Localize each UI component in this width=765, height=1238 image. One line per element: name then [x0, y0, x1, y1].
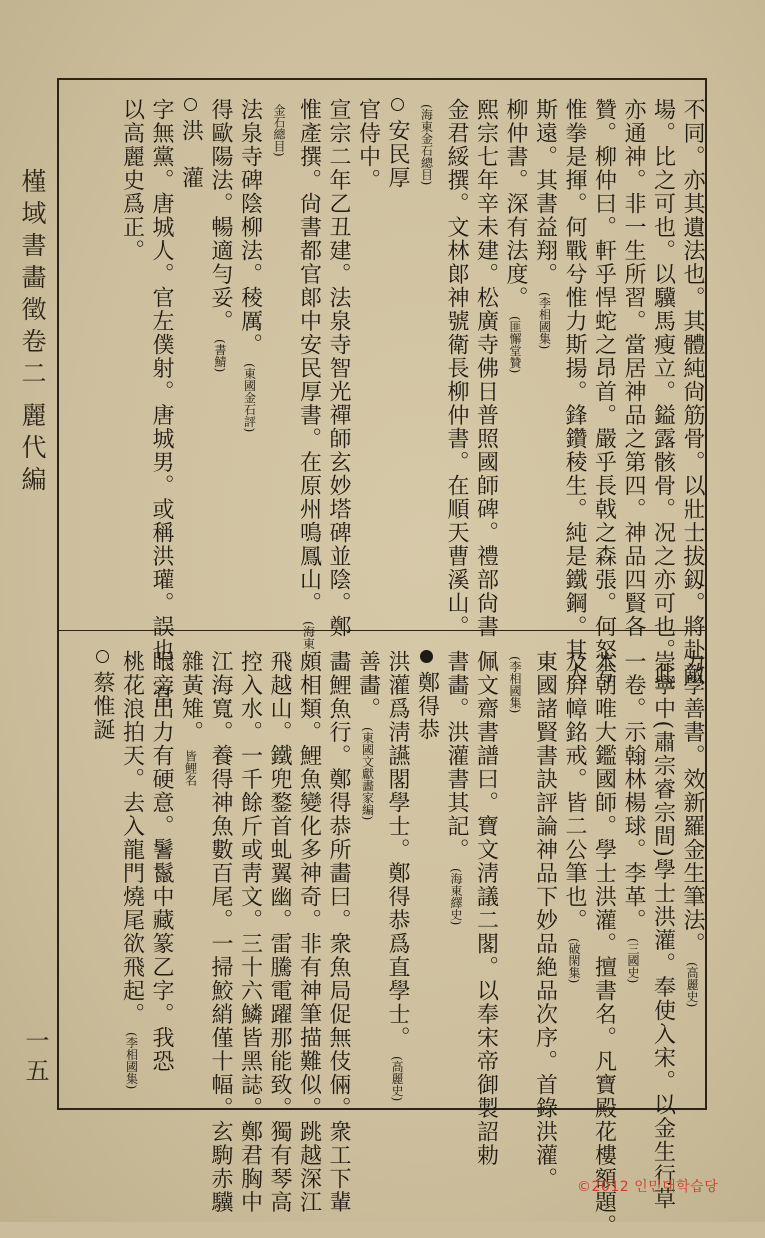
text-column: [121, 98, 143, 263]
entry-marker-icon: [184, 98, 197, 111]
column-text: 斯遠。其書益翔。: [532, 98, 558, 286]
source-citation: (高麗史): [685, 961, 699, 1007]
source-citation: (高麗史): [390, 1055, 404, 1101]
column-text: 一卷。示翰林楊球。李革。: [621, 650, 646, 932]
text-column: [268, 98, 290, 157]
text-column: [563, 650, 585, 983]
column-text: 場。比之可也。以驥馬瘦立。鎰露骸骨。况之亦可也。此: [650, 98, 676, 686]
text-column: [180, 98, 202, 190]
source-citation: (匪懈堂贊): [508, 315, 522, 373]
column-text: 雜黃雉。: [178, 650, 204, 744]
text-column: [150, 98, 172, 709]
source-citation: (李相國集): [124, 1032, 139, 1090]
text-column: [445, 650, 467, 925]
text-column: [239, 650, 261, 1214]
column-text: 飛越山。鐵兜鍪首虬翼幽。雷騰電躍那能致。獨有琴高: [267, 650, 292, 1214]
text-column: [593, 98, 615, 686]
column-text: 力學善書。效新羅金生筆法。: [680, 650, 705, 956]
text-column: [445, 98, 467, 639]
text-column: [239, 98, 261, 432]
source-citation: (海東金石總目): [419, 104, 434, 186]
column-text: 控入水。一千餘斤或靑文。三十六鱗皆黑誌。鄭君胸中: [237, 650, 263, 1214]
source-citation: 皆鯉名: [183, 750, 198, 786]
source-citation: (李相國集): [537, 292, 552, 350]
source-citation: (東國文獻畵家編): [360, 726, 375, 820]
text-column: [593, 650, 615, 1238]
text-column: [416, 650, 438, 742]
entry-name: 安民厚: [385, 119, 410, 190]
column-text: 得歐陽法。暢適勻妥。: [208, 98, 233, 333]
text-column: [386, 98, 408, 190]
column-text: 東國諸賢書訣評論神品下妙品絶品次序。首錄洪灌。: [532, 650, 558, 1191]
text-column: [298, 98, 320, 650]
entry-name: 蔡惟誕: [90, 671, 115, 742]
source-citation: (東國金石評): [242, 362, 257, 432]
text-column: [209, 650, 231, 1214]
source-citation: (海東繹史): [449, 867, 463, 925]
column-text: 柳仲書。深有法度。: [503, 98, 528, 310]
column-text: 畵鯉魚行。鄭得恭所畵曰。衆魚局促無伎倆。衆工下輩: [326, 650, 351, 1214]
text-column: [327, 98, 349, 639]
source-citation: (書鯖): [213, 339, 227, 373]
section-name: 麗代編: [18, 402, 47, 498]
column-text: 及屛幛銘戒。皆二公筆也。: [562, 650, 587, 932]
column-text: 不同。亦其遺法也。其體純尙筋骨。以壯士拔釼。將赴敵: [680, 98, 705, 686]
source-citation: (海東: [301, 621, 316, 650]
column-text: 惟拳是揮。何戰兮惟力斯揚。鋒鑽稜生。純是鐵鋼。其人: [562, 98, 587, 686]
column-text: 佩文齋書譜曰。寶文淸議二閣。以奉宋帝御製詔勅: [473, 650, 499, 1167]
column-text: 書畵。洪灌書其記。: [444, 650, 469, 862]
column-text: 官侍中。: [355, 98, 381, 192]
text-column: [209, 98, 231, 372]
text-column: [298, 650, 320, 1214]
text-column: [622, 98, 644, 639]
page-number: 一五: [21, 1028, 49, 1088]
column-text: 金君綏撰。文林郞神號衛長柳仲書。在順天曹溪山。: [444, 98, 469, 639]
text-column: [534, 98, 556, 349]
text-column: [121, 650, 143, 1089]
entry-name: 洪 灌: [178, 119, 204, 190]
column-text: 亦通神。非一生所習。當居神品之第四。神品四賢各: [621, 98, 646, 639]
text-column: [386, 650, 408, 1101]
source-citation: (破閑集): [567, 938, 581, 984]
text-column: [652, 98, 674, 686]
column-text: 桃花浪拍天。去入龍門燒尾欲飛起。: [119, 650, 145, 1026]
text-column: [357, 98, 379, 192]
column-text: 惟產撰。尙書都官郞中安民厚書。在原州鳴鳳山。: [296, 98, 322, 615]
text-column: [622, 650, 644, 983]
text-column: [504, 650, 526, 713]
column-text: 贊。柳仲曰。軒乎悍蛇之昂首。嚴乎長戟之森張。何怒兮: [591, 98, 617, 686]
column-text: 洪灌爲淸讌閣學士。鄭得恭爲直學士。: [385, 650, 410, 1050]
book-title: 槿域書畵徵卷二: [18, 168, 47, 392]
text-column: [652, 650, 674, 1211]
text-column: [681, 650, 703, 1007]
column-text: 宣宗二年乙丑建。法泉寺智光禪師玄妙塔碑並陰。鄭: [326, 98, 351, 639]
column-text: 法泉寺碑陰柳法。稜厲。: [237, 98, 263, 357]
text-column: [91, 650, 113, 742]
column-text: 江海寬。養得神魚數百尾。一掃鮫綃僅十幅。玄駒赤驥: [208, 650, 233, 1214]
column-text: 字無黨。唐城人。官左僕射。唐城男。或稱洪瓘。誤也。當: [149, 98, 174, 709]
column-text: 頗相類。鯉魚變化多神奇。非有神筆描難似。跳越深江: [296, 650, 322, 1214]
text-column: [475, 650, 497, 1167]
column-text: 善畵。: [355, 650, 381, 721]
entry-name: 鄭得恭: [414, 671, 440, 742]
entry-marker-icon: [391, 98, 404, 111]
entry-marker-icon: [96, 650, 109, 663]
column-text: 崇寧中(肅宗睿宗間)學士洪灌。奉使入宋。以金生行草: [650, 650, 676, 1211]
text-column: [504, 98, 526, 373]
source-citation: (李相國集): [508, 656, 522, 714]
text-column: [475, 98, 497, 639]
text-column: [180, 650, 202, 786]
source-citation: 金石總目): [272, 104, 286, 157]
text-column: [416, 98, 438, 185]
source-citation: (三國史): [626, 938, 640, 984]
text-column: [681, 98, 703, 686]
copyright-watermark: ©2012 인민대학습당: [577, 1179, 719, 1195]
text-column: [357, 650, 379, 820]
column-text: 眼旁出力有硬意。鬐鬣中藏篆乙字。我恐: [149, 650, 174, 1073]
text-column: [534, 650, 556, 1191]
column-text: 本朝唯大鑑國師。學士洪灌。擅書名。凡寶殿花樓額題。: [591, 650, 617, 1238]
text-column: [563, 98, 585, 686]
column-text: 熙宗七年辛未建。松廣寺佛日普照國師碑。禮部尙書: [473, 98, 499, 639]
text-column: [268, 650, 290, 1214]
text-column: [327, 650, 349, 1214]
text-column: [150, 650, 172, 1073]
column-text: 以高麗史爲正。: [119, 98, 145, 263]
entry-marker-icon: [420, 650, 433, 663]
